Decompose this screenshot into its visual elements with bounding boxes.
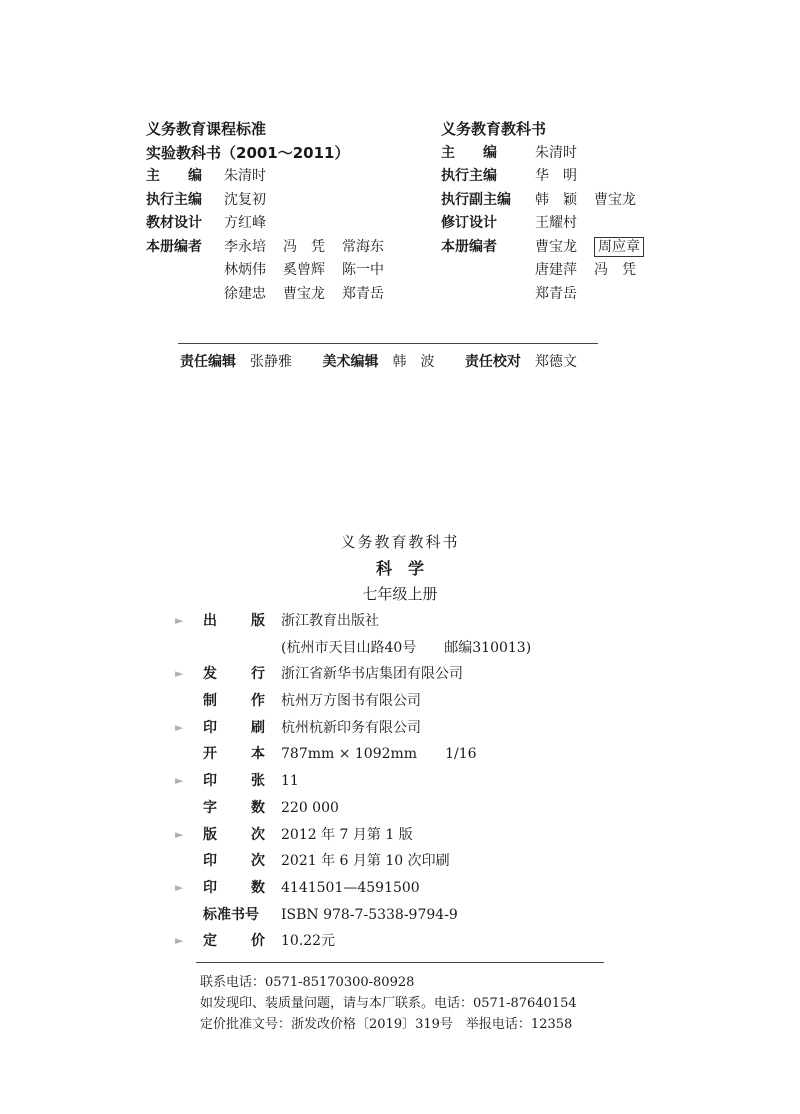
pointer-arrow-icon: ► bbox=[175, 934, 184, 948]
publication-label-part: 次 bbox=[251, 853, 265, 870]
person-name: 曹宝龙 bbox=[283, 285, 325, 302]
credit-row-label: 本册编者 bbox=[441, 238, 497, 255]
footer-notes bbox=[200, 972, 577, 1035]
publication-label-part: 本 bbox=[251, 746, 265, 763]
credit-row bbox=[441, 165, 653, 189]
left-credits-block bbox=[146, 118, 401, 306]
person-name: 韩 颖 bbox=[535, 191, 577, 208]
left-heading-1: 义务教育课程标准 bbox=[146, 120, 267, 138]
credit-label: 责任编辑 bbox=[180, 354, 236, 370]
publication-label-part: 数 bbox=[251, 879, 265, 896]
publication-label-part: 张 bbox=[251, 773, 265, 790]
credit-label: 美术编辑 bbox=[322, 354, 379, 370]
publication-label-part: 发 bbox=[203, 666, 217, 683]
person-name: 林炳伟 bbox=[224, 262, 266, 278]
publication-label-part: 作 bbox=[251, 693, 265, 710]
publication-label-part: 印 bbox=[203, 853, 217, 870]
person-name: 朱清时 bbox=[224, 168, 266, 184]
publication-label-part: 行 bbox=[251, 666, 265, 683]
person-name: 曹宝龙 bbox=[535, 238, 577, 255]
credit-row-label: 修订设计 bbox=[441, 215, 497, 231]
pointer-arrow-icon: ► bbox=[175, 827, 184, 841]
publication-label-part: 次 bbox=[251, 826, 265, 843]
credit-row bbox=[146, 259, 401, 283]
credit-value: 郑德文 bbox=[534, 354, 577, 370]
publication-label bbox=[203, 768, 265, 795]
publication-value: (杭州市天目山路40号 邮编310013) bbox=[281, 639, 532, 656]
right-rows bbox=[441, 142, 653, 307]
publication-value: 2012 年 7 月第 1 版 bbox=[281, 826, 413, 843]
right-heading-1: 义务教育教科书 bbox=[441, 120, 547, 138]
publication-value: 10.22元 bbox=[281, 933, 336, 950]
publication-label bbox=[203, 795, 265, 822]
publication-label-part: 刷 bbox=[251, 719, 265, 736]
left-rows bbox=[146, 165, 401, 306]
publication-label bbox=[203, 741, 265, 768]
publication-value: 4141501—4591500 bbox=[281, 879, 420, 896]
credit-row-label: 教材设计 bbox=[146, 215, 202, 231]
publication-label bbox=[203, 822, 265, 849]
publication-label-part: 标准书号 bbox=[203, 906, 259, 923]
publication-value: 浙江省新华书店集团有限公司 bbox=[281, 666, 463, 683]
publication-label bbox=[203, 928, 265, 955]
footer-rule bbox=[196, 962, 604, 963]
credit-label: 责任校对 bbox=[464, 354, 521, 370]
credit-row bbox=[146, 236, 401, 260]
credit-row-label: 执行主编 bbox=[146, 191, 202, 208]
person-name: 朱清时 bbox=[535, 144, 577, 161]
person-name: 唐建萍 bbox=[535, 262, 577, 278]
publication-label-part: 数 bbox=[251, 799, 265, 816]
person-name: 方红峰 bbox=[224, 215, 266, 231]
credit-row bbox=[146, 165, 401, 189]
person-name: 郑青岳 bbox=[535, 285, 577, 302]
right-credits-block bbox=[441, 118, 653, 306]
credit-row-label: 主 编 bbox=[441, 144, 497, 161]
person-name: 徐建忠 bbox=[224, 285, 266, 302]
person-name: 冯 凭 bbox=[283, 238, 325, 255]
publication-label bbox=[203, 848, 265, 875]
publication-value: 2021 年 6 月第 10 次印刷 bbox=[281, 853, 450, 870]
credit-row-label: 主 编 bbox=[146, 168, 202, 184]
publication-value: 浙江教育出版社 bbox=[281, 613, 379, 629]
publication-label-part: 开 bbox=[203, 746, 217, 763]
footer-line: 定价批准文号：浙发改价格〔2019〕319号 举报电话：12358 bbox=[200, 1017, 573, 1032]
publication-label bbox=[203, 661, 265, 688]
publication-label-part: 字 bbox=[203, 799, 217, 816]
book-title: 科 学 bbox=[375, 559, 424, 578]
credit-row-label: 本册编者 bbox=[146, 238, 202, 255]
left-heading-2: 实验教科书（2001～2011） bbox=[146, 143, 350, 162]
credit-row bbox=[441, 259, 653, 283]
publication-value: 220 000 bbox=[281, 799, 339, 816]
credit-row bbox=[441, 236, 653, 260]
credit-row bbox=[441, 189, 653, 213]
book-volume: 七年级上册 bbox=[362, 585, 438, 603]
publication-value: ISBN 978-7-5338-9794-9 bbox=[281, 906, 458, 923]
credit-row-label: 执行主编 bbox=[441, 168, 497, 184]
credits-top-rule bbox=[178, 343, 598, 344]
credit-row bbox=[441, 212, 653, 236]
credit-row bbox=[441, 283, 653, 307]
person-name: 陈一中 bbox=[342, 262, 384, 278]
publication-label bbox=[203, 875, 265, 902]
credit-value: 张静雅 bbox=[250, 354, 292, 370]
publication-value: 11 bbox=[281, 773, 299, 790]
publication-label bbox=[203, 902, 265, 929]
publication-label-part: 印 bbox=[203, 879, 217, 896]
publication-value: 杭州杭新印务有限公司 bbox=[281, 719, 421, 736]
publication-value: 杭州万方图书有限公司 bbox=[281, 693, 421, 710]
publication-label bbox=[203, 688, 265, 715]
pointer-arrow-icon: ► bbox=[175, 667, 184, 681]
publication-label-part: 定 bbox=[203, 933, 217, 950]
footer-line: 联系电话：0571-85170300-80928 bbox=[200, 975, 415, 990]
pointer-arrow-icon: ► bbox=[175, 774, 184, 788]
person-name: 郑青岳 bbox=[342, 285, 384, 302]
publication-label-part: 印 bbox=[203, 773, 217, 790]
publication-label-part: 制 bbox=[203, 693, 217, 710]
person-name: 曹宝龙 bbox=[594, 191, 636, 208]
credit-row bbox=[146, 189, 401, 213]
person-name: 冯 凭 bbox=[594, 262, 636, 278]
person-name: 华 明 bbox=[535, 168, 577, 184]
person-name: 奚曾辉 bbox=[283, 262, 325, 278]
boxed-person-name: 周应章 bbox=[594, 237, 644, 257]
person-name: 李永培 bbox=[224, 238, 266, 255]
publication-label-part: 出 bbox=[203, 613, 217, 629]
publication-label-part: 价 bbox=[251, 933, 265, 950]
person-name: 常海东 bbox=[342, 238, 384, 255]
publication-label-part: 版 bbox=[251, 613, 265, 629]
publication-label bbox=[203, 608, 265, 635]
publication-label-part: 印 bbox=[203, 719, 217, 736]
book-series: 义务教育教科书 bbox=[340, 533, 460, 551]
footer-line: 如发现印、装质量问题，请与本厂联系。电话：0571-87640154 bbox=[200, 996, 577, 1011]
publication-value: 787mm × 1092mm 1/16 bbox=[281, 746, 477, 763]
credit-value: 韩 波 bbox=[392, 354, 435, 370]
editor-credits bbox=[180, 351, 577, 371]
credit-row bbox=[146, 283, 401, 307]
publication-label bbox=[203, 715, 265, 742]
credit-row-label: 执行副主编 bbox=[441, 191, 511, 208]
person-name: 王耀村 bbox=[535, 215, 577, 231]
person-name: 沈复初 bbox=[224, 191, 266, 208]
pointer-arrow-icon: ► bbox=[175, 720, 184, 734]
publication-label-part: 版 bbox=[203, 826, 217, 843]
pointer-arrow-icon: ► bbox=[175, 880, 184, 894]
credit-row bbox=[146, 212, 401, 236]
credit-row bbox=[441, 142, 653, 166]
pointer-arrow-icon: ► bbox=[175, 614, 184, 627]
